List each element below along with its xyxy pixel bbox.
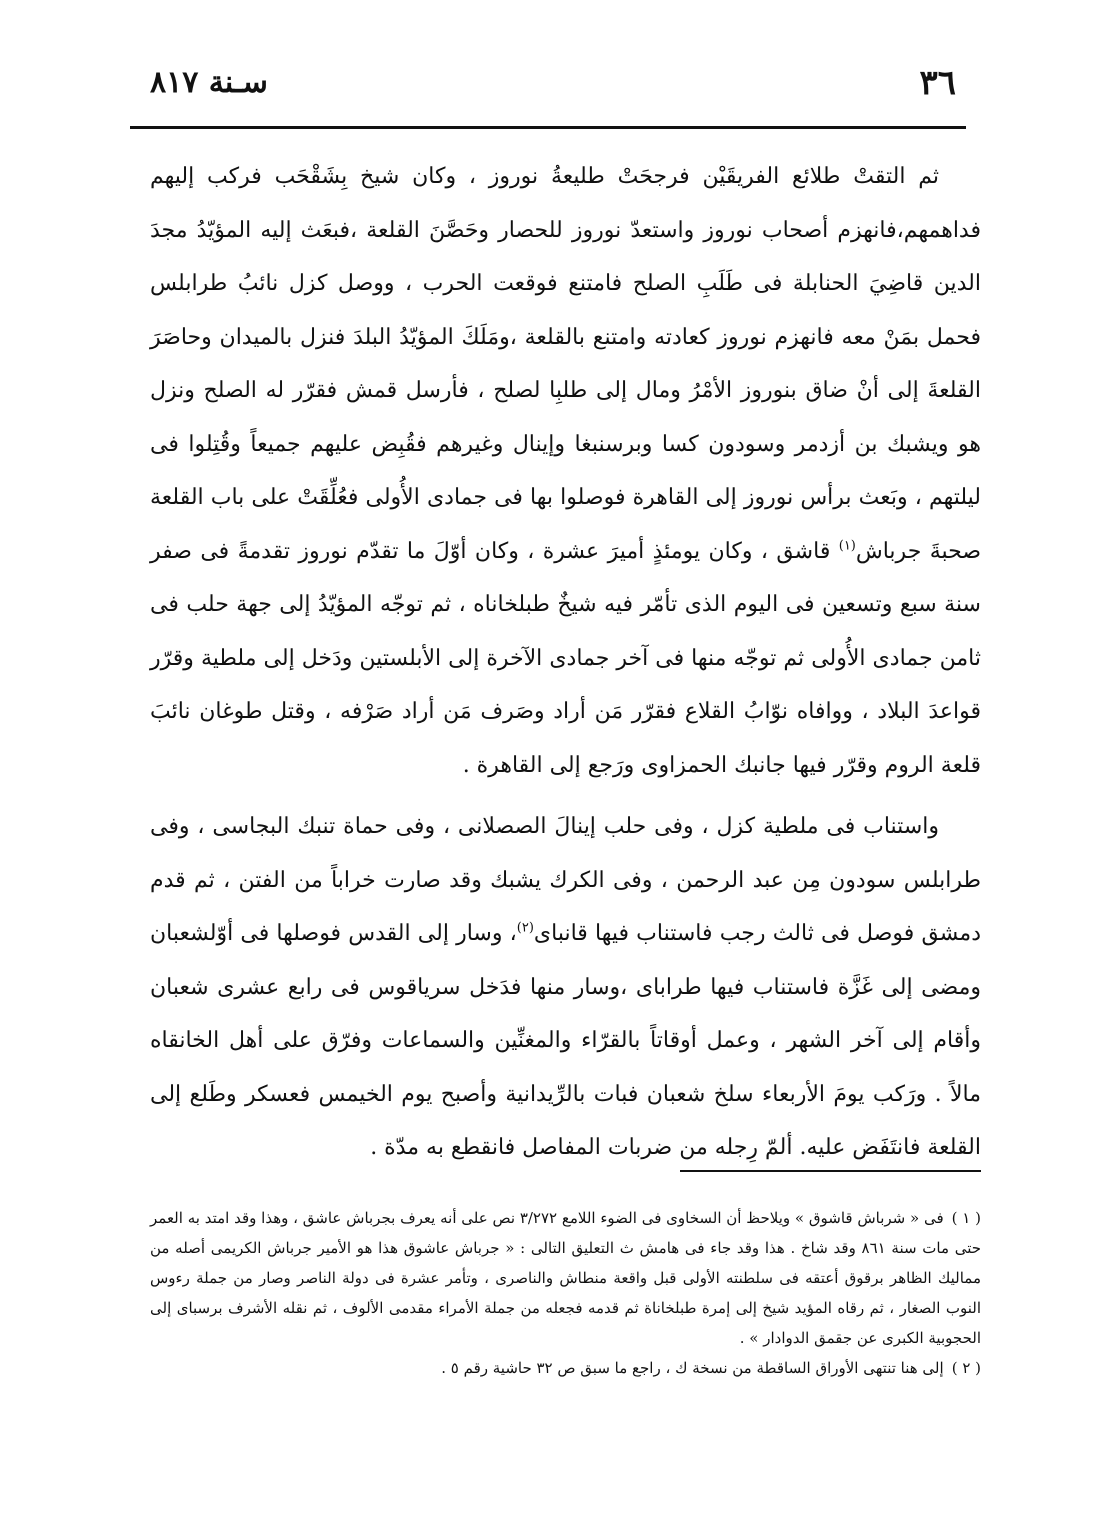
main-text (150, 150, 982, 1160)
footnote (150, 1353, 981, 1383)
paragraph (150, 800, 981, 1175)
paragraph-text: ثم التقتْ طلائع الفريقَيْن فرجحَتْ طليعةُ نوروز ، وكان شيخ بِشَقْحَب فركب إليهم فداهمهم،فانهزم أصحاب نوروز واستعدّ نوروز للحصار وحَصَّنَ القلعة ،فبعَث إليه المؤيّدُ مجدَ الدين قاضِيَ الحنابلة فى طَلَبِ الصلح فامتنع فوقعت الحرب ، ووصل كزل نائبُ طرابلس فحمل بمَنْ معه فانهزم نوروز كعادته وامتنع بالقلعة ،ومَلَكَ المؤيّدُ البلدَ فنزل بالميدان وحاصَرَ القلعةَ إلى أنْ ضاق بنوروز الأمْرُ ومال إلى طلبِا لصلح ، فأرسل قمش فقرّر له الصلح ونزل هو ويشبك بن أزدمر وسودون كسا وبرسنبغا وإينال وغيرهم فقُبِض عليهم جميعاً وقُتِلوا فى ليلتهم ، وبَعث برأس نوروز إلى القاهرة فوصلوا بها فى جمادى الأُولى فعُلِّقَتْ على باب القلعة صحبةَ جرباش (150, 164, 982, 564)
paragraph-text: قاشق ، وكان يومئذٍ أميرَ عشرة ، وكان أوّلَ ما تقدّم نوروز تقدمةً فى صفر سنة سبع وتسعين فى اليوم الذى تأمّر فيه شيخٌ طبلخاناه ، ثم توجّه المؤيّدُ إلى جهة حلب فى ثامن جمادى الأُولى ثم توجّه منها فى آخر جمادى الآخرة إلى الأبلستين ودَخل إلى ملطية وقرّر قواعدَ البلاد ، ووافاه نوّابُ القلاع فقرّر مَن أراد وصَرف مَن أراد صَرْفه ، وقتل طوغان نائبَ قلعة الروم وقرّر فيها جانبك الحمزاوى ورَجع إلى القاهرة . (150, 538, 981, 778)
footnote-number: ( ١ ) (951, 1209, 981, 1227)
footnote (150, 1203, 981, 1353)
paragraph-text: واستناب فى ملطية كزل ، وفى حلب إينالَ الصصلانى ، وفى حماة تنبك البجاسى ، وفى طرابلس سودون مِن عبد الرحمن ، وفى الكرك يشبك وقد صارت خراباً من الفتن ، ثم قدم دمشق فوصل فى ثالث رجب فاستناب فيها قانباى (150, 814, 981, 946)
header-rule (130, 126, 966, 129)
page-number: ٣٦ (919, 63, 956, 103)
footnote-rule (680, 1170, 981, 1172)
paragraph (150, 150, 981, 792)
footnote-marker[interactable]: (٢) (516, 920, 534, 936)
footnote-text: فى « شرباش قاشوق » ويلاحظ أن السخاوى فى الضوء اللامع ٣/٢٧٢ نص على أنه يعرف بجرباش عاشق ، وهذا وقد امتد به العمر حتى مات سنة ٨٦١ وقد شاخ . هذا وقد جاء فى هامش ث التعليق التالى : « جرباش عاشوق هذا هو الأمير جرباش الكريمى أصله من مماليك الظاهر برقوق أعتقه فى سلطنته الأولى قبل واقعة منطاش والناصرى ، وتأمر عشرة فى دولة الناصر وصار من جملة رءوس النوب الصغار ، ثم رقاه المؤيد شيخ إلى إمرة طبلخاناة ثم قدمه فجعله من جملة الأمراء مقدمى الألوف ، ثم نقله الأشرف برسباى إلى الحجوبية الكبرى عن جقمق الدوادار » . (150, 1209, 981, 1347)
footnote-number: ( ٢ ) (951, 1359, 981, 1377)
footnote-text: إلى هنا تنتهى الأوراق الساقطة من نسخة ك ، راجع ما سبق ص ٣٢ حاشية رقم ٥ . (441, 1359, 944, 1377)
page-header (150, 62, 956, 112)
running-title: سـنة ٨١٧ (150, 65, 268, 100)
footnotes (150, 1203, 981, 1383)
footnote-marker[interactable]: (١) (838, 538, 856, 554)
paragraph-text: ، وسار إلى القدس فوصلها فى أوّلشعبان ومضى إلى غَزَّة فاستناب فيها طراباى ،وسار منها فدَخل سرياقوس فى رابع عشرى شعبان وأقام إلى آخر الشهر ، وعمل أوقاتاً بالقرّاء والمغنِّين والسماعات وفرّق على أهل الخانقاه مالاً . ورَكب يومَ الأربعاء سلخ شعبان فبات بالرِّيدانية وأصبح يوم الخيمس فعسكر وطَلع إلى القلعة فانتَفَض عليه. ألمّ رِجله من ضربات المفاصل فانقطع به مدّة . (150, 921, 981, 1160)
